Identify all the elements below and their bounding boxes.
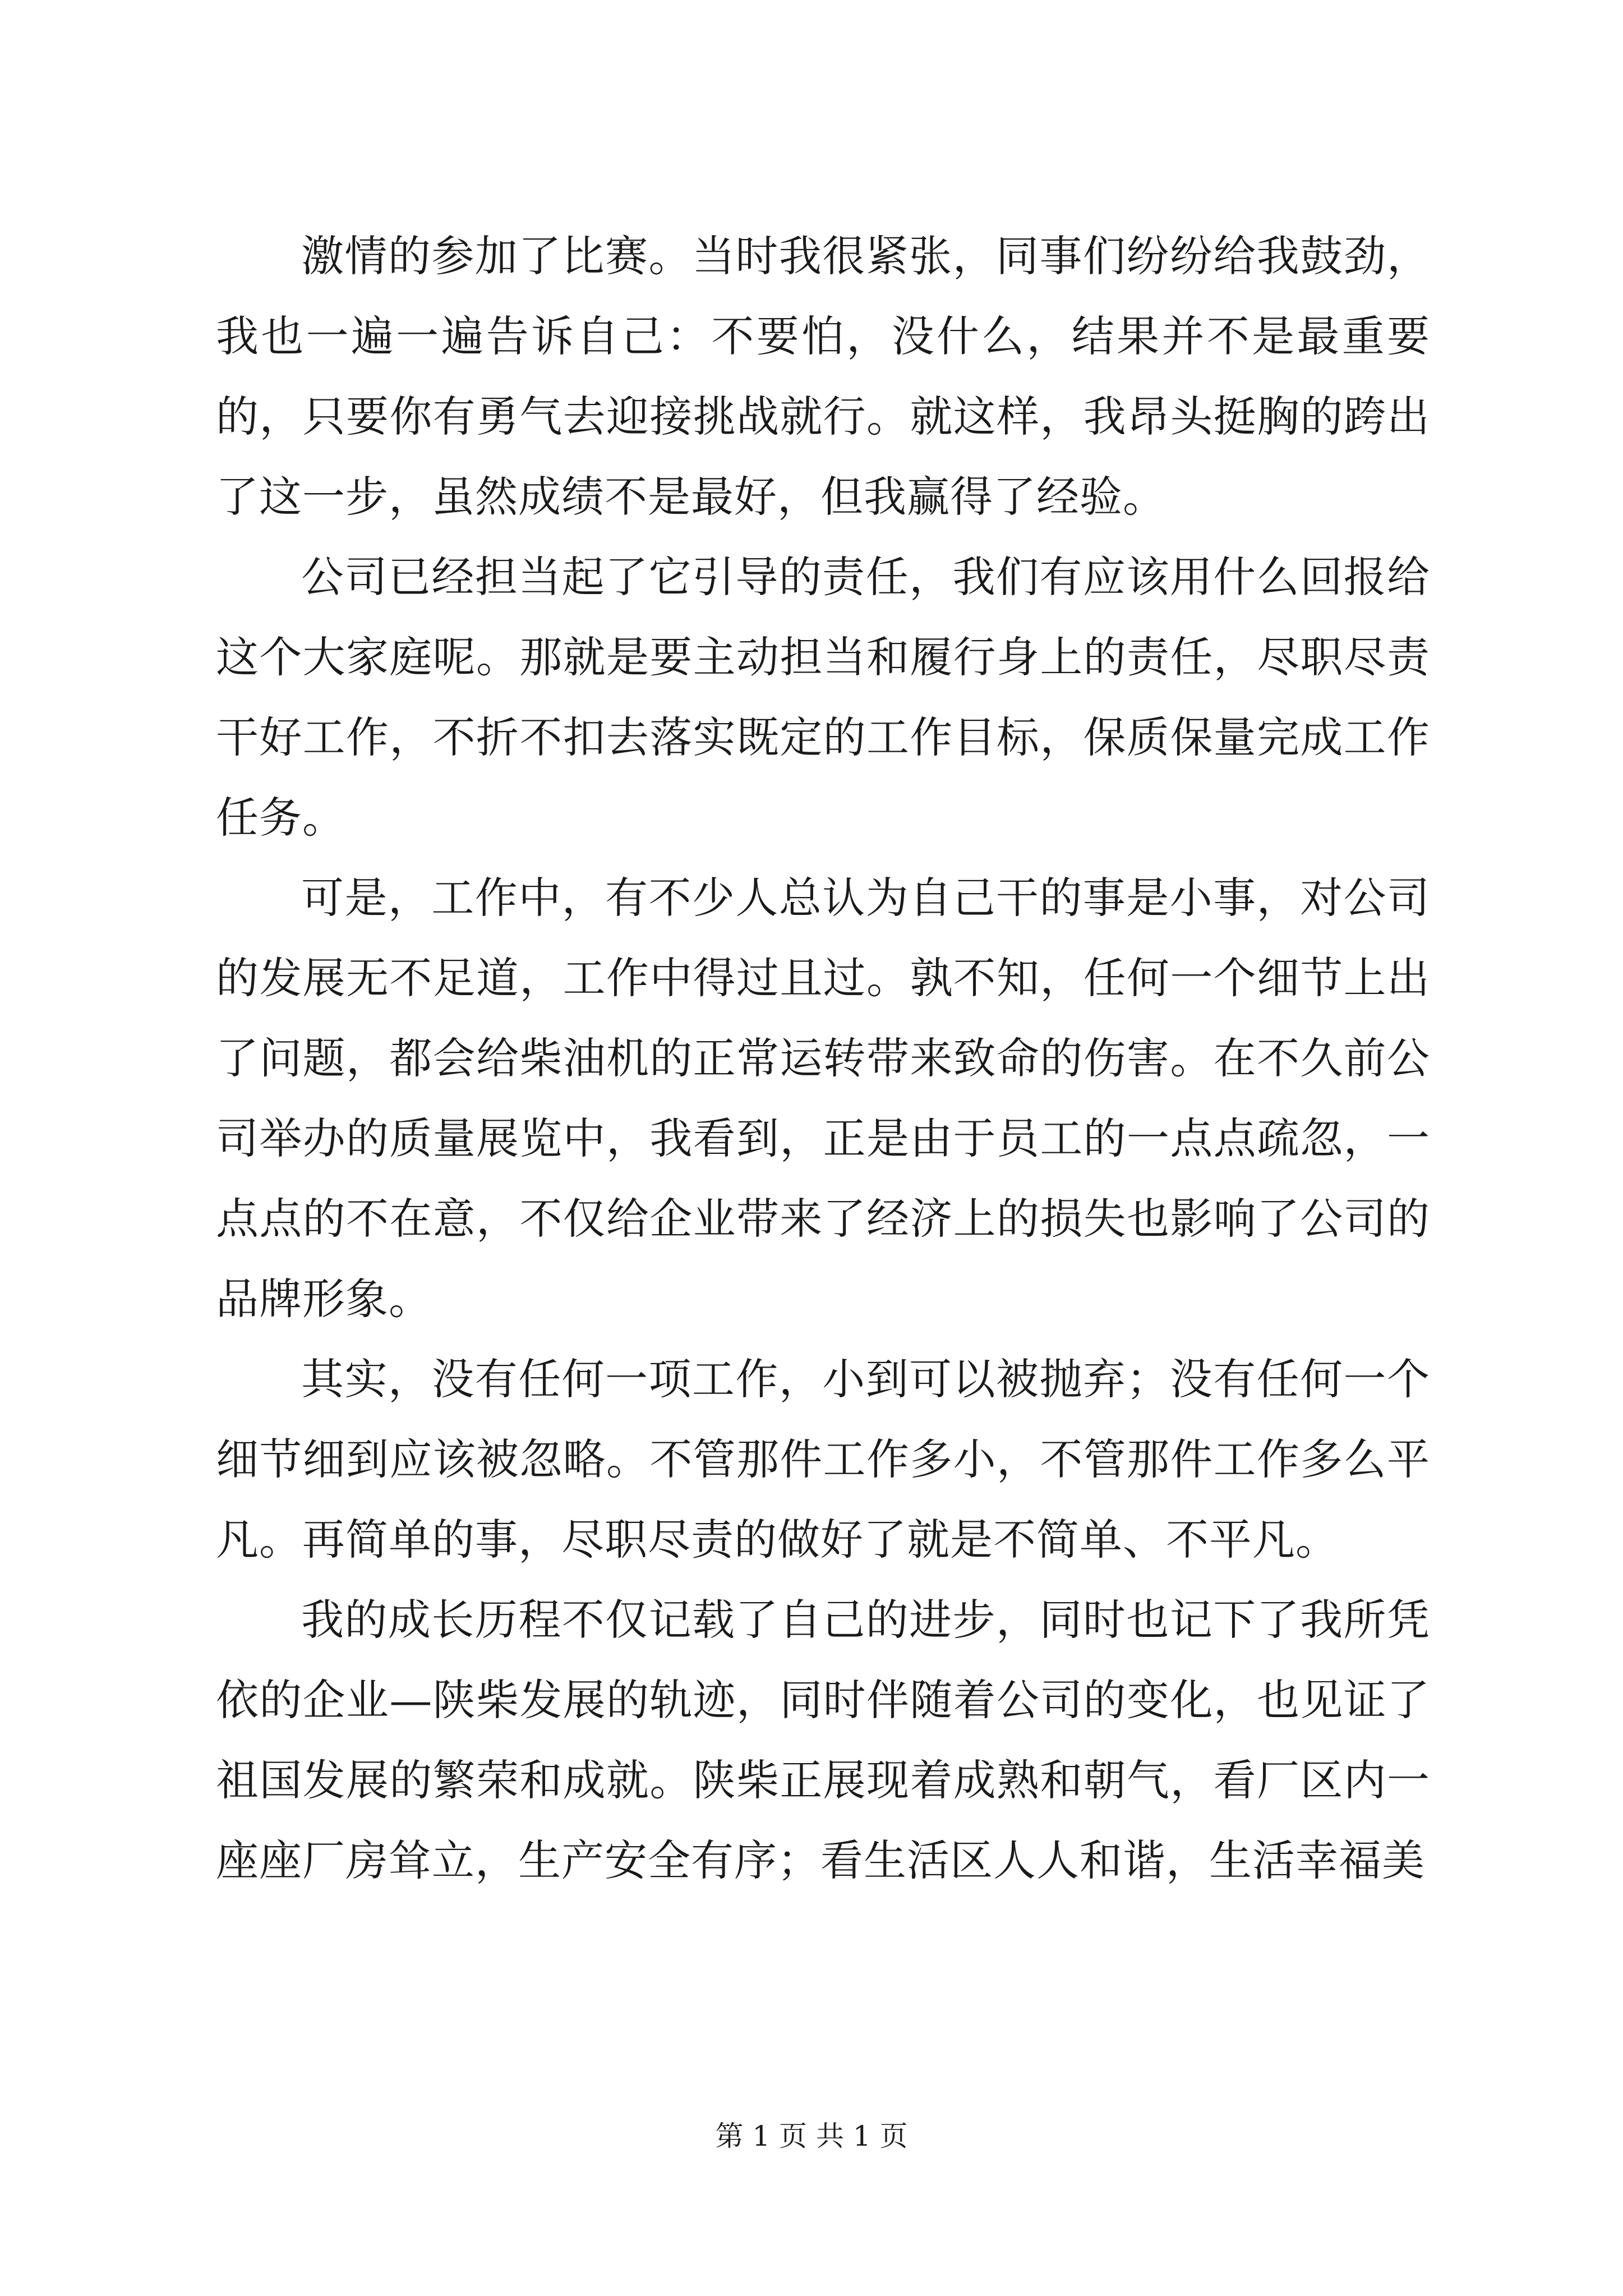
paragraph-3: 可是，工作中，有不少人总认为自己干的事是小事，对公司的发展无不足道，工作中得过且过。孰不知，任何一个细节上出了问题，都会给柴油机的正常运转带来致命的伤害。在不久前公司举办的质量展览中，我看到，正是由于员工的一点点疏忽，一点点的不在意，不仅给企业带来了经济上的损失也影响了公司的品牌形象。	[216, 873, 1430, 1324]
page-footer: 第 1 页 共 1 页	[715, 2120, 908, 2152]
paragraph-4: 其实，没有任何一项工作，小到可以被抛弃；没有任何一个细节细到应该被忽略。不管那件工作多小，不管那件工作多么平凡。再简单的事，尽职尽责的做好了就是不简单、不平凡。	[216, 1354, 1430, 1565]
document-body	[216, 216, 1430, 1901]
paragraph-2: 公司已经担当起了它引导的责任，我们有应该用什么回报给这个大家庭呢。那就是要主动担当和履行身上的责任，尽职尽责干好工作，不折不扣去落实既定的工作目标，保质保量完成工作任务。	[216, 552, 1430, 843]
paragraph-5: 我的成长历程不仅记载了自己的进步，同时也记下了我所凭依的企业—陕柴发展的轨迹，同时伴随着公司的变化，也见证了祖国发展的繁荣和成就。陕柴正展现着成熟和朝气，看厂区内一座座厂房耸立，生产安全有序；看生活区人人和谐，生活幸福美	[216, 1595, 1430, 1885]
paragraph-1: 激情的参加了比赛。当时我很紧张，同事们纷纷给我鼓劲，我也一遍一遍告诉自己：不要怕，没什么，结果并不是最重要的，只要你有勇气去迎接挑战就行。就这样，我昂头挺胸的跨出了这一步，虽然成绩不是最好，但我赢得了经验。	[216, 231, 1430, 522]
